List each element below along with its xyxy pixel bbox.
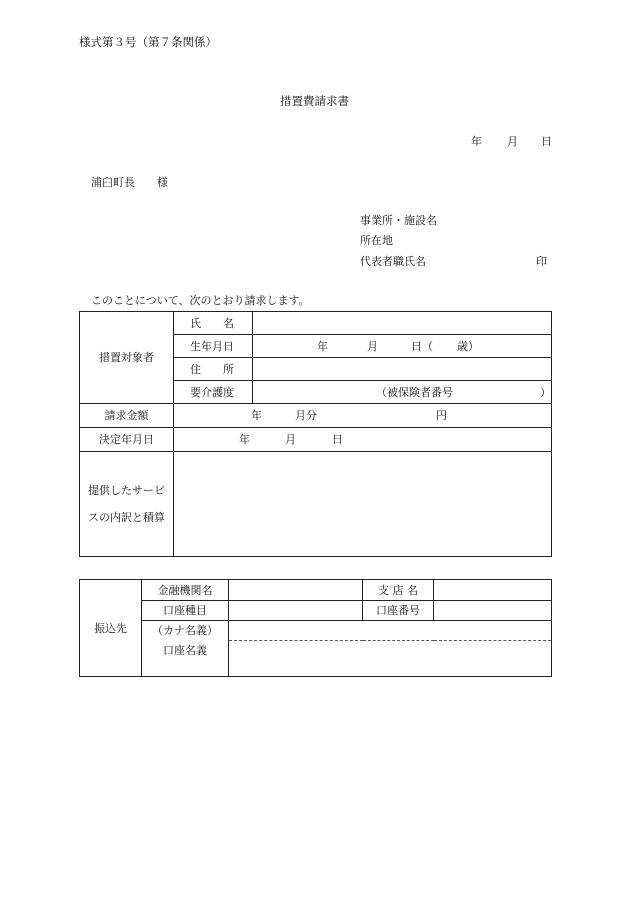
kana-field[interactable] — [229, 621, 552, 641]
birthdate-field[interactable] — [253, 335, 552, 358]
birth-day-label: 日（ — [411, 340, 433, 353]
facility-name-label: 事業所・施設名 — [360, 214, 437, 227]
decision-day-label: 日 — [332, 433, 343, 446]
amount-field[interactable] — [174, 404, 552, 428]
amount-month-label: 月分 — [295, 409, 317, 422]
account-number-field[interactable] — [434, 601, 552, 621]
decision-month-label: 月 — [285, 433, 296, 446]
representative-label: 代表者職氏名 — [360, 255, 426, 268]
insured-number-label: （被保険者番号 — [376, 386, 453, 399]
amount-yen-label: 円 — [436, 409, 447, 422]
care-level-field[interactable] — [253, 381, 552, 404]
transfer-table — [79, 579, 552, 677]
bank-label: 金融機関名 — [142, 580, 229, 601]
account-holder-label: 口座名義 — [142, 641, 229, 677]
branch-label: 支 店 名 — [363, 580, 434, 601]
birth-month-label: 月 — [367, 340, 378, 353]
page-title: 措置費請求書 — [280, 94, 349, 108]
service-label — [80, 452, 174, 557]
address-row-label: 住 所 — [174, 358, 253, 381]
addressee: 浦臼町長 様 — [91, 176, 168, 189]
seal-label: 印 — [536, 255, 547, 268]
address-label: 所在地 — [360, 234, 393, 247]
care-level-label: 要介護度 — [174, 381, 253, 404]
age-label: 歳） — [457, 340, 479, 353]
insured-number-close: ） — [540, 386, 551, 399]
amount-year-label: 年 — [251, 409, 262, 422]
form-number: 様式第３号（第７条関係） — [79, 35, 217, 49]
service-field[interactable] — [174, 452, 552, 557]
birthdate-label: 生年月日 — [174, 335, 253, 358]
birth-year-label: 年 — [317, 340, 328, 353]
account-type-field[interactable] — [229, 601, 363, 621]
branch-field[interactable] — [434, 580, 552, 601]
name-label: 氏 名 — [174, 312, 253, 335]
decision-year-label: 年 — [239, 433, 250, 446]
account-number-label: 口座番号 — [363, 601, 434, 621]
name-field[interactable] — [253, 312, 552, 335]
decision-date-label: 決定年月日 — [80, 428, 174, 452]
amount-label: 請求金額 — [80, 404, 174, 428]
date-day-label: 日 — [541, 135, 552, 148]
claim-table — [79, 311, 552, 557]
address-field[interactable] — [253, 358, 552, 381]
kana-label: （カナ名義） — [142, 621, 229, 641]
service-label-line2: スの内訳と積算 — [88, 511, 165, 524]
date-year-label: 年 — [471, 135, 482, 148]
service-label-line1: 提供したサービ — [88, 484, 165, 497]
account-type-label: 口座種目 — [142, 601, 229, 621]
intro-text: このことについて、次のとおり請求します。 — [91, 294, 310, 307]
decision-date-field[interactable] — [174, 428, 552, 452]
date-month-label: 月 — [507, 135, 518, 148]
transfer-section-label: 振込先 — [80, 580, 142, 677]
account-holder-field[interactable] — [229, 641, 552, 677]
bank-field[interactable] — [229, 580, 363, 601]
subject-label: 措置対象者 — [80, 312, 174, 404]
